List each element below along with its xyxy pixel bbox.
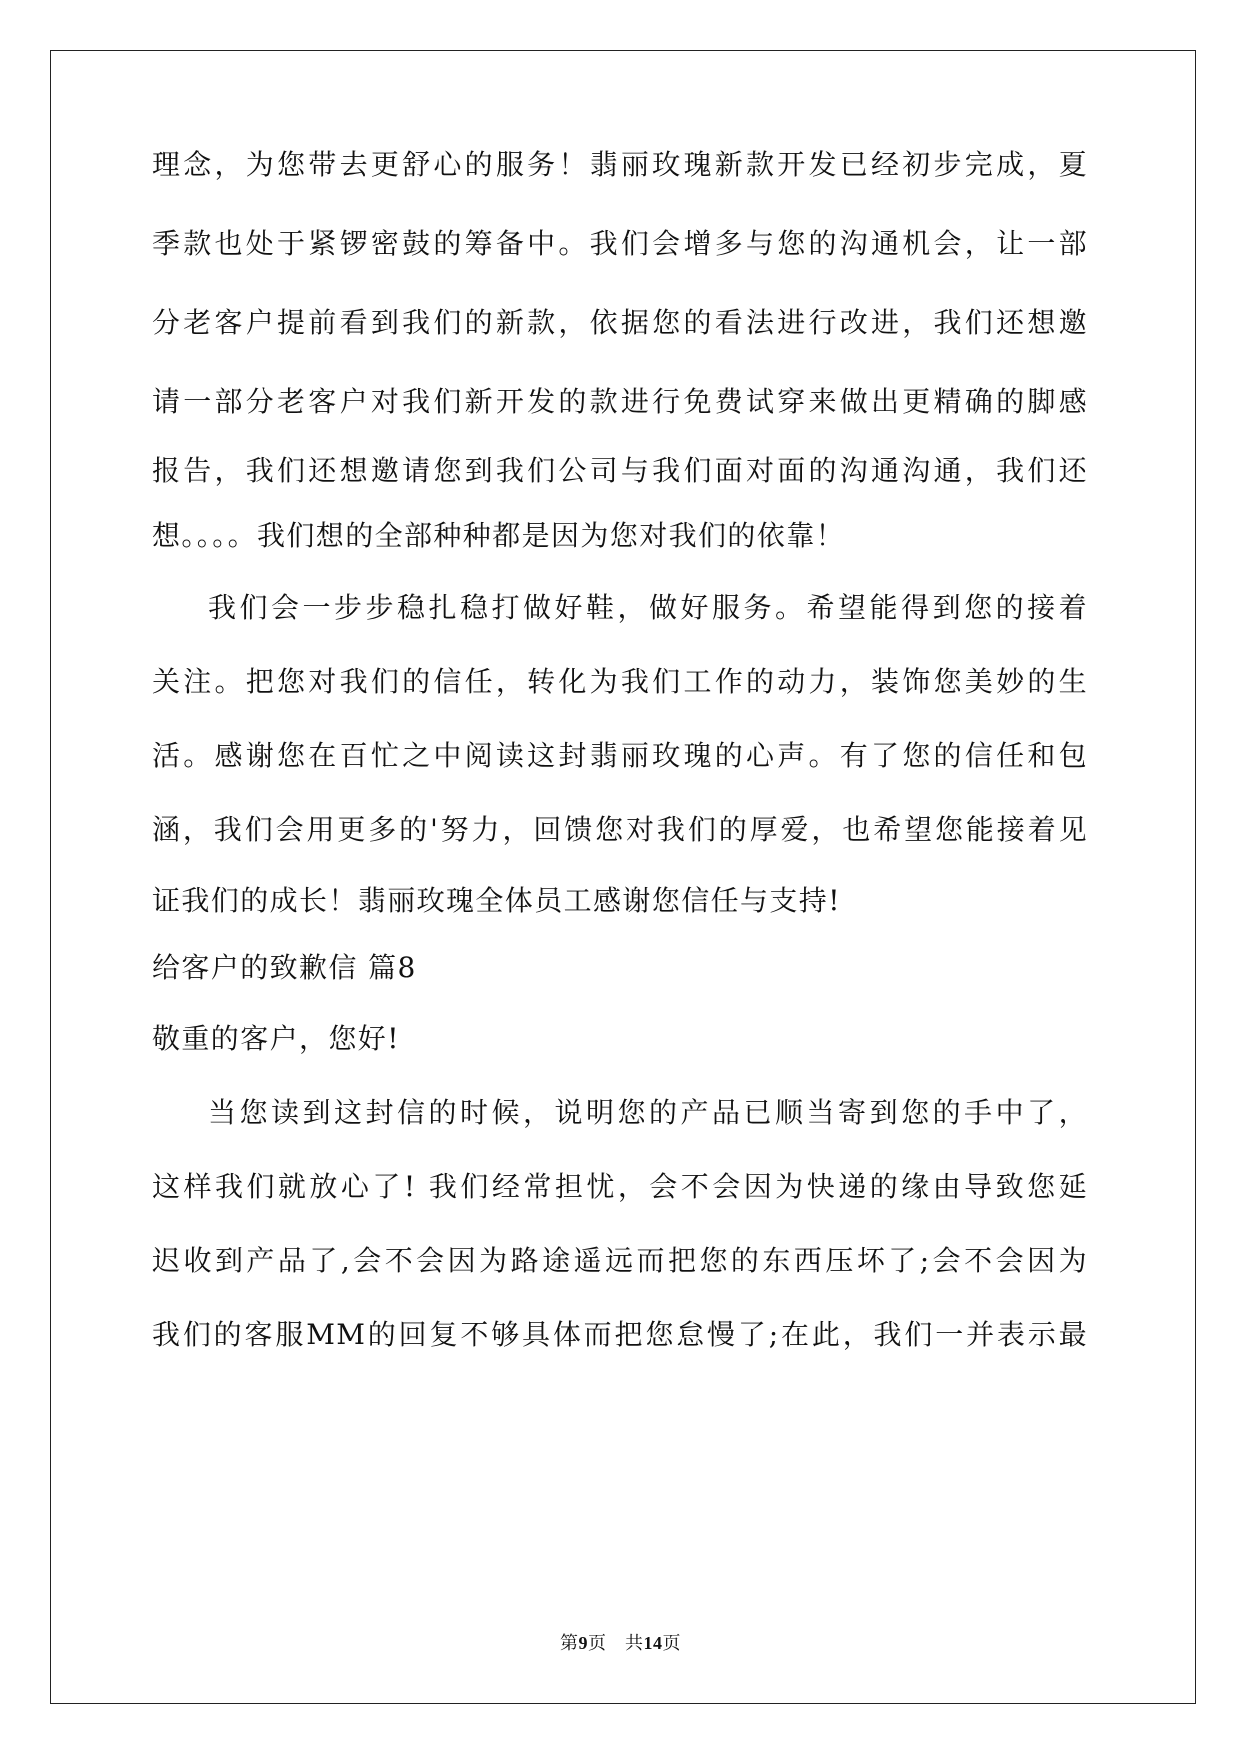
paragraph-line: 涵，我们会用更多的'努力，回馈您对我们的厚爱，也希望您能接着见 (152, 813, 1088, 846)
total-page-count: 14 (643, 1633, 663, 1653)
paragraph-line: 我们的客服MM的回复不够具体而把您怠慢了;在此，我们一并表示最 (152, 1318, 1088, 1351)
paragraph-line: 关注。把您对我们的信任，转化为我们工作的动力，装饰您美妙的生 (152, 665, 1088, 698)
paragraph-line: 活。感谢您在百忙之中阅读这封翡丽玫瑰的心声。有了您的信任和包 (152, 739, 1088, 772)
paragraph-line: 当您读到这封信的时候，说明您的产品已顺当寄到您的手中了， (208, 1096, 1088, 1129)
paragraph-line: 报告，我们还想邀请您到我们公司与我们面对面的沟通沟通，我们还 (152, 454, 1088, 487)
paragraph-line: 迟收到产品了,会不会因为路途遥远而把您的东西压坏了;会不会因为 (152, 1244, 1088, 1277)
paragraph-line: 分老客户提前看到我们的新款，依据您的看法进行改进，我们还想邀 (152, 306, 1088, 339)
footer-middle: 页 共 (588, 1633, 644, 1654)
paragraph-line: 证我们的成长！翡丽玫瑰全体员工感谢您信任与支持! (152, 884, 841, 917)
footer-prefix: 第 (560, 1633, 579, 1654)
footer-suffix: 页 (662, 1633, 681, 1654)
paragraph-line: 我们会一步步稳扎稳打做好鞋，做好服务。希望能得到您的接着 (208, 591, 1088, 624)
page-border (50, 50, 1196, 1704)
paragraph-line: 季款也处于紧锣密鼓的筹备中。我们会增多与您的沟通机会，让一部 (152, 227, 1088, 260)
paragraph-line: 想。。。。我们想的全部种种都是因为您对我们的依靠！ (152, 519, 846, 552)
paragraph-line: 请一部分老客户对我们新开发的款进行免费试穿来做出更精确的脚感 (152, 385, 1088, 418)
salutation: 敬重的客户，您好! (152, 1022, 400, 1055)
section-heading: 给客户的致歉信 篇8 (152, 951, 417, 984)
page-number-footer (0, 1631, 1241, 1656)
current-page-number: 9 (578, 1633, 588, 1653)
paragraph-line: 这样我们就放心了! 我们经常担忧，会不会因为快递的缘由导致您延 (152, 1170, 1088, 1203)
paragraph-line: 理念，为您带去更舒心的服务！翡丽玫瑰新款开发已经初步完成，夏 (152, 148, 1088, 181)
